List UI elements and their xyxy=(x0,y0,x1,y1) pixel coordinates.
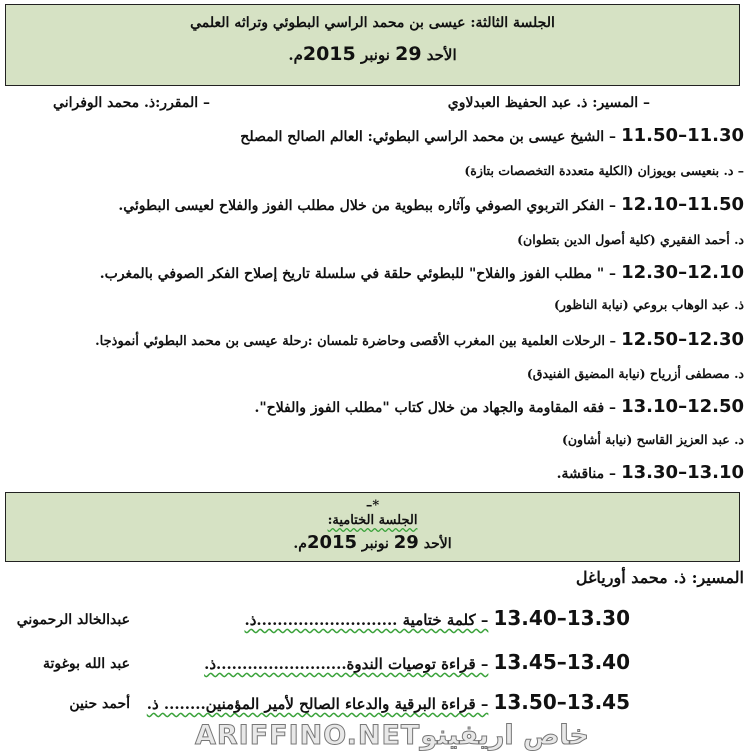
closing-item-row xyxy=(147,690,630,714)
talk-speaker: ذ. عبد الوهاب بروعي (نيابة الناظور) xyxy=(553,297,744,312)
closing-marker: *– xyxy=(365,498,380,513)
talk-title: – فقه المقاومة والجهاد من خلال كتاب "مطلب الفوز والفلاح". xyxy=(254,400,617,416)
watermark: ARIFFINO.NETخاص اريفينو xyxy=(195,720,590,751)
closing-item-row xyxy=(245,606,631,630)
closing-header-box xyxy=(5,492,740,562)
talk-time: 11.30–11.50 xyxy=(621,125,744,146)
talk-time: 13.10–13.30 xyxy=(621,462,744,483)
closing-item-time: 13.45–13.50 xyxy=(493,690,630,714)
talk-time: 12.30–12.50 xyxy=(621,329,744,350)
session3-title: الجلسة الثالثة: عيسى بن محمد الراسي البطوئي وتراثه العلمي xyxy=(190,15,555,31)
session3-chair: – المسير: ذ. عبد الحفيظ العبدلاوي xyxy=(447,95,650,111)
talk-title: – الفكر التربوي الصوفي وآثاره ببطوية من خلال مطلب الفوز والفلاح لعيسى البطوئي. xyxy=(118,198,617,214)
closing-item-row xyxy=(204,650,630,674)
closing-item-title: – قراءة توصيات الندوة.........................ذ. xyxy=(204,655,489,673)
closing-title: الجلسة الختامية: xyxy=(327,513,418,528)
closing-item-speaker: عبدالخالد الرحموني xyxy=(16,612,130,628)
closing-item-time: 13.30–13.40 xyxy=(493,606,630,630)
talk-title: – الشيخ عيسى بن محمد الراسي البطوئي: العالم الصالح المصلح xyxy=(240,129,617,145)
talk-row xyxy=(6,194,744,215)
session3-header-box xyxy=(5,4,740,86)
talk-title: – " مطلب الفوز والفلاح" للبطوئي حلقة في سلسلة تاريخ إصلاح الفكر الصوفي بالمغرب. xyxy=(99,266,617,282)
closing-item-title: – قراءة البرقية والدعاء الصالح لأمير المؤمنين........ ذ. xyxy=(146,695,489,713)
talk-title: – مناقشة. xyxy=(556,466,617,482)
talk-row xyxy=(6,462,744,483)
talk-time: 12.10–12.30 xyxy=(621,262,744,283)
talk-row xyxy=(6,125,744,146)
closing-date: الأحد 29 نونبر 2015م. xyxy=(293,532,452,553)
talk-speaker: د. أحمد الفقيري (كلية أصول الدين بتطوان) xyxy=(517,232,744,247)
talk-row xyxy=(6,262,744,283)
talk-row xyxy=(6,396,744,417)
talk-time: 12.50–13.10 xyxy=(621,396,744,417)
session3-rapporteur: – المقرر:ذ. محمد الوفراني xyxy=(53,95,210,111)
closing-item-speaker: عبد الله بوغوتة xyxy=(42,656,130,672)
talk-speaker: – د. بنعيسى بويوزان (الكلية متعددة التخصصات بتازة) xyxy=(464,163,744,178)
talk-speaker: د. عبد العزيز القاسح (نيابة أشاون) xyxy=(561,432,744,447)
talk-time: 11.50–12.10 xyxy=(621,194,744,215)
closing-item-time: 13.40–13.45 xyxy=(493,650,630,674)
session3-date: الأحد 29 نونبر 2015م. xyxy=(288,43,457,65)
closing-title-line xyxy=(6,498,739,528)
talk-row xyxy=(6,329,744,350)
talk-speaker: د. مصطفى أزرياح (نيابة المضيق الفنيدق) xyxy=(526,366,744,381)
talk-title: – الرحلات العلمية بين المغرب الأقصى وحاضرة تلمسان :رحلة عيسى بن محمد البطوئي أنموذجا. xyxy=(95,334,617,349)
closing-item-speaker: أحمد حنين xyxy=(69,696,130,712)
closing-chair: المسير: ذ. محمد أورياغل xyxy=(575,568,744,587)
closing-item-title: – كلمة ختامية ...........................ذ. xyxy=(244,611,489,629)
